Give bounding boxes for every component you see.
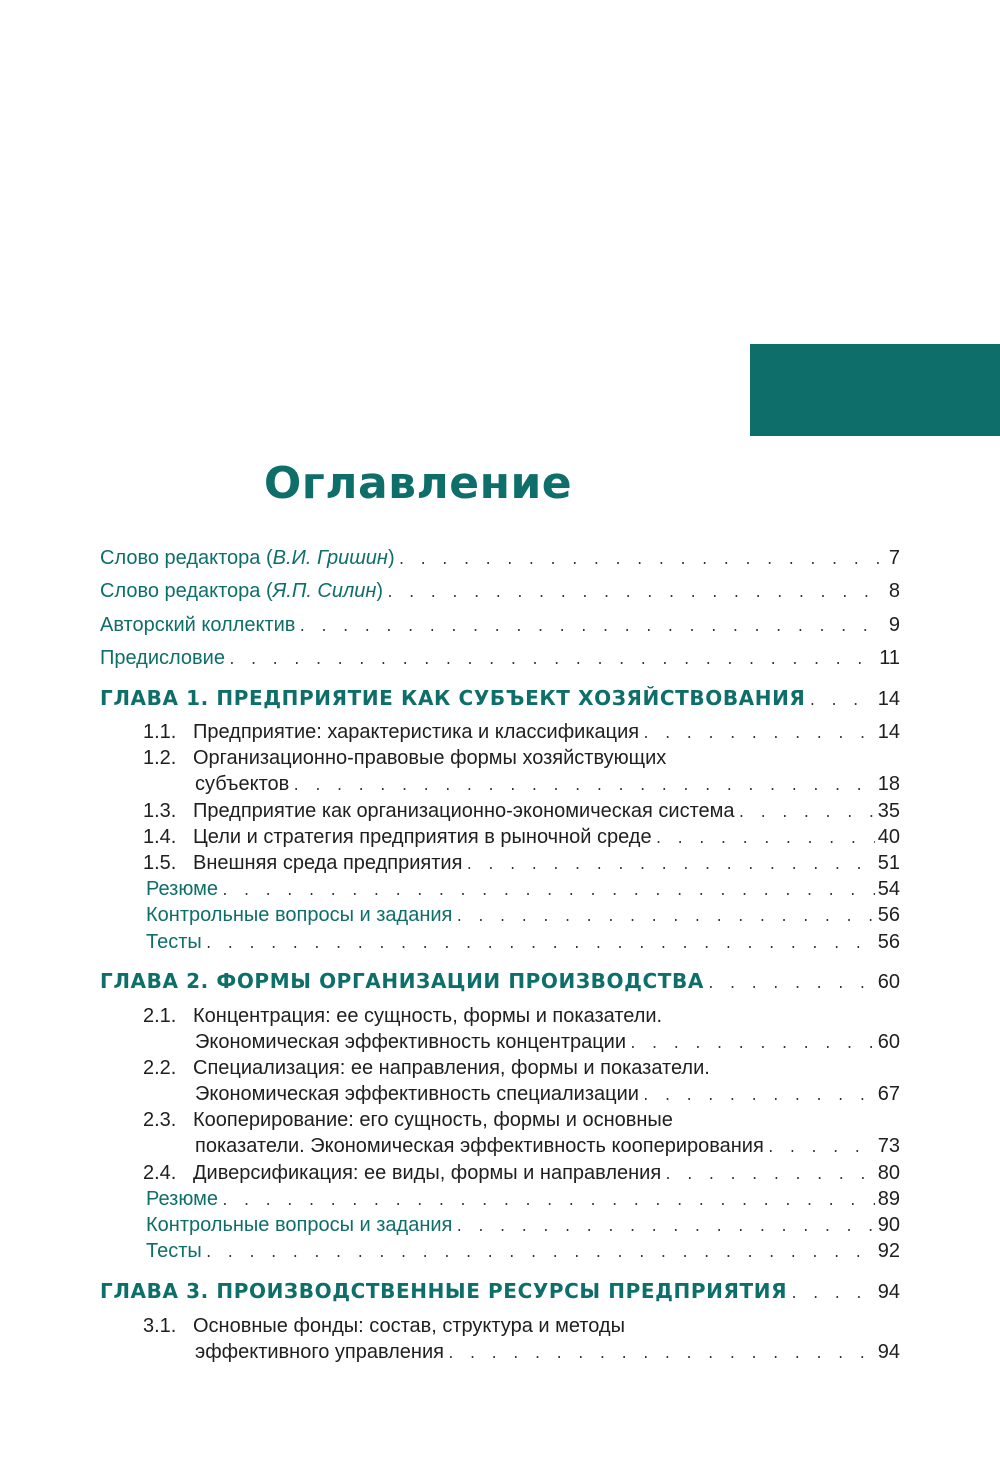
page-number: 8 bbox=[888, 580, 900, 602]
page-number: 60 bbox=[877, 971, 900, 993]
section-number: 1.1. bbox=[143, 721, 177, 743]
dot-leader bbox=[205, 1239, 875, 1269]
page-number: 40 bbox=[877, 826, 900, 848]
entry-text-end: ) bbox=[376, 580, 384, 602]
toc-tests-1[interactable] bbox=[146, 927, 900, 957]
toc-chapter-2[interactable] bbox=[100, 966, 900, 996]
section-title-cont: субъектов bbox=[195, 773, 290, 795]
page-number: 54 bbox=[877, 878, 900, 900]
page-number: 14 bbox=[877, 688, 900, 710]
page-number: 56 bbox=[877, 931, 900, 953]
section-title: Кооперирование: его сущность, формы и основные bbox=[193, 1109, 673, 1131]
entry-text: Слово редактора ( bbox=[100, 580, 273, 602]
toc-section-2-3-line2[interactable] bbox=[195, 1131, 900, 1161]
entry-author: Я.П. Силин bbox=[272, 580, 377, 602]
page-number: 80 bbox=[877, 1162, 900, 1184]
dot-leader bbox=[790, 1280, 875, 1310]
section-number: 2.3. bbox=[143, 1109, 177, 1131]
chapter-title: ГЛАВА 3. ПРОИЗВОДСТВЕННЫЕ РЕСУРСЫ ПРЕДПРИЯТИЯ bbox=[100, 1279, 788, 1303]
toc-chapter-3[interactable] bbox=[100, 1276, 900, 1306]
page-number: 90 bbox=[877, 1214, 900, 1236]
section-title-cont: Экономическая эффективность концентрации bbox=[195, 1031, 627, 1053]
section-title: Организационно-правовые формы хозяйствующих bbox=[193, 747, 667, 769]
section-title: Цели и стратегия предприятия в рыночной среде bbox=[193, 826, 652, 848]
entry-author: В.И. Гришин bbox=[272, 547, 388, 569]
page-number: 51 bbox=[877, 852, 900, 874]
section-title: Концентрация: ее сущность, формы и показатели. bbox=[193, 1005, 663, 1027]
page-number: 94 bbox=[877, 1281, 900, 1303]
section-number: 1.5. bbox=[143, 852, 177, 874]
section-number: 3.1. bbox=[143, 1315, 177, 1337]
page-number: 60 bbox=[877, 1031, 900, 1053]
section-title: Диверсификация: ее виды, формы и направления bbox=[193, 1162, 662, 1184]
dot-leader bbox=[298, 613, 885, 643]
page-number: 94 bbox=[877, 1341, 900, 1363]
section-number: 1.2. bbox=[143, 747, 177, 769]
section-title: Внешняя среда предприятия bbox=[193, 852, 463, 874]
entry-text-end: ) bbox=[387, 547, 395, 569]
page-number: 11 bbox=[879, 647, 900, 669]
dot-leader bbox=[808, 687, 874, 717]
page-title: Оглавление bbox=[263, 458, 573, 509]
dot-leader bbox=[205, 930, 875, 960]
page-number: 18 bbox=[877, 773, 900, 795]
dot-leader bbox=[447, 1340, 875, 1370]
chapter-title: ГЛАВА 1. ПРЕДПРИЯТИЕ КАК СУБЪЕКТ ХОЗЯЙСТВОВАНИЯ bbox=[100, 686, 806, 710]
page-number: 56 bbox=[877, 904, 900, 926]
dot-leader bbox=[707, 970, 875, 1000]
dot-leader bbox=[228, 646, 876, 676]
section-title-cont: Экономическая эффективность специализации bbox=[195, 1083, 639, 1105]
entry-text: Авторский коллектив bbox=[100, 614, 296, 636]
dot-leader bbox=[386, 579, 886, 609]
toc-tests-2[interactable] bbox=[146, 1236, 900, 1266]
toc-entry-authors[interactable] bbox=[100, 610, 900, 640]
dot-leader bbox=[398, 546, 886, 576]
summary-label: Резюме bbox=[146, 878, 218, 900]
tests-label: Тесты bbox=[146, 931, 202, 953]
section-number: 1.4. bbox=[143, 826, 177, 848]
toc-section-3-1-line2[interactable] bbox=[195, 1337, 900, 1367]
page-number: 14 bbox=[877, 721, 900, 743]
section-number: 1.3. bbox=[143, 800, 177, 822]
section-title: Специализация: ее направления, формы и показатели. bbox=[193, 1057, 710, 1079]
page-number: 67 bbox=[877, 1083, 900, 1105]
section-title-cont: эффективного управления bbox=[195, 1341, 444, 1363]
section-number: 2.1. bbox=[143, 1005, 177, 1027]
section-number: 2.4. bbox=[143, 1162, 177, 1184]
entry-text: Слово редактора ( bbox=[100, 547, 273, 569]
entry-text: Предисловие bbox=[100, 647, 225, 669]
questions-label: Контрольные вопросы и задания bbox=[146, 1214, 453, 1236]
toc-chapter-1[interactable] bbox=[100, 683, 900, 713]
page-number: 89 bbox=[877, 1188, 900, 1210]
section-number: 2.2. bbox=[143, 1057, 177, 1079]
summary-label: Резюме bbox=[146, 1188, 218, 1210]
toc-questions-1[interactable] bbox=[146, 900, 900, 930]
chapter-title: ГЛАВА 2. ФОРМЫ ОРГАНИЗАЦИИ ПРОИЗВОДСТВА bbox=[100, 969, 704, 993]
section-title-cont: показатели. Экономическая эффективность кооперирования bbox=[195, 1135, 764, 1157]
tests-label: Тесты bbox=[146, 1240, 202, 1262]
section-title: Основные фонды: состав, структура и методы bbox=[193, 1315, 625, 1337]
toc-entry-editor-word-1[interactable] bbox=[100, 543, 900, 573]
page-number: 73 bbox=[877, 1135, 900, 1157]
questions-label: Контрольные вопросы и задания bbox=[146, 904, 453, 926]
toc-entry-preface[interactable] bbox=[100, 643, 900, 673]
page-number: 92 bbox=[877, 1240, 900, 1262]
page-number: 35 bbox=[877, 800, 900, 822]
section-title: Предприятие как организационно-экономическая система bbox=[193, 800, 735, 822]
chapter-color-tab bbox=[750, 344, 1000, 436]
page-number: 9 bbox=[888, 614, 900, 636]
toc-entry-editor-word-2[interactable] bbox=[100, 576, 900, 606]
section-title: Предприятие: характеристика и классификация bbox=[193, 721, 640, 743]
toc-section-1-2-line2[interactable] bbox=[195, 769, 900, 799]
page-number: 7 bbox=[888, 547, 900, 569]
